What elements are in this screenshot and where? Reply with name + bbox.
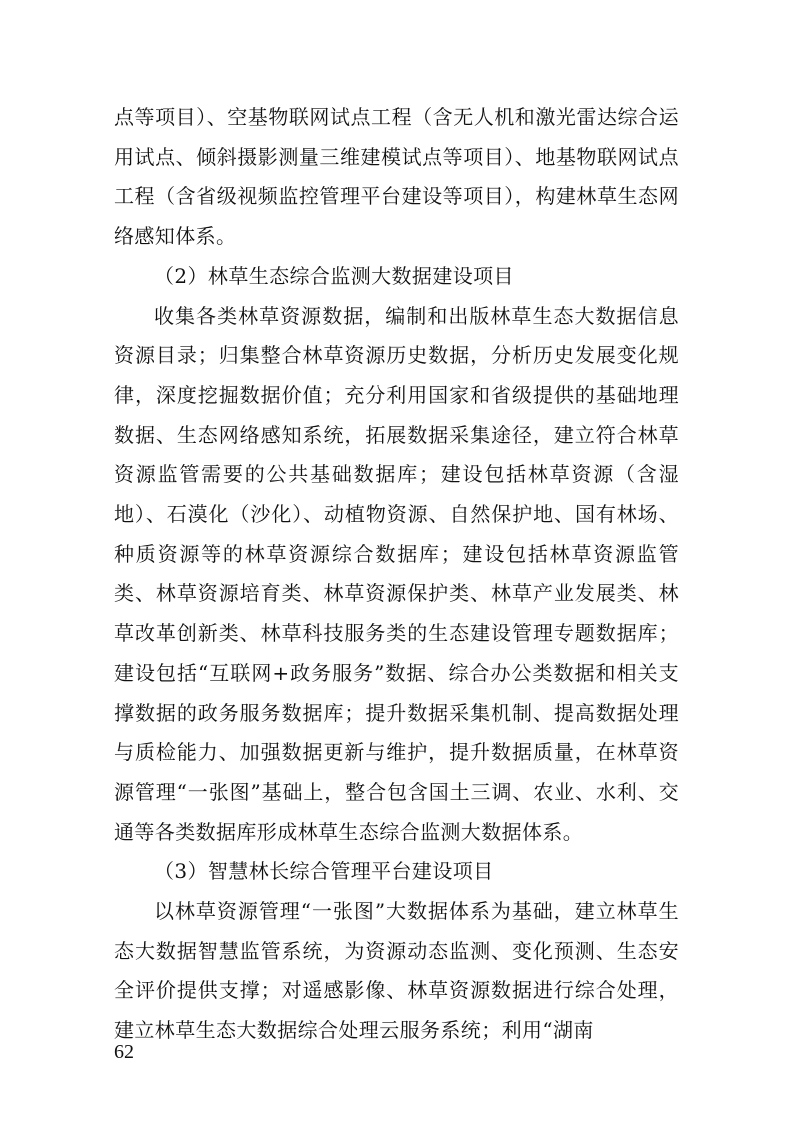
paragraph-big-data-project: 收集各类林草资源数据，编制和出版林草生态大数据信息资源目录；归集整合林草资源历史数据，分析历史发展变化规律，深度挖掘数据价值；充分利用国家和省级提供的基础地理数据、生态网络感知系统，拓展数据采集途径，建立符合林草资源监管需要的公共基础数据库；建设包括林草资源（含湿地）、石漠化（沙化）、动植物资源、自然保护地、国有林场、种质资源等的林草资源综合数据库；建设包括林草资源监管类、林草资源培育类、林草资源保护类、林草产业发展类、林草改革创新类、林草科技服务类的生态建设管理专题数据库；建设包括“互联网+政务服务”数据、综合办公类数据和相关支撑数据的政务服务数据库；提升数据采集机制、提高数据处理与质检能力、加强数据更新与维护，提升数据质量，在林草资源管理“一张图”基础上，整合包含国土三调、农业、水利、交通等各类数据库形成林草生态综合监测大数据体系。	[114, 303, 679, 844]
page-number: 62	[114, 1041, 134, 1063]
document-body	[114, 98, 679, 1051]
section-heading-2: （2）林草生态综合监测大数据建设项目	[154, 263, 514, 288]
section-heading-3: （3）智慧林长综合管理平台建设项目	[154, 859, 494, 884]
paragraph-continuation: 点等项目）、空基物联网试点工程（含无人机和激光雷达综合运用试点、倾斜摄影测量三维建模试点等项目）、地基物联网试点工程（含省级视频监控管理平台建设等项目），构建林草生态网络感知体系。	[114, 105, 679, 249]
paragraph-smart-forest-platform: 以林草资源管理“一张图”大数据体系为基础，建立林草生态大数据智慧监管系统，为资源动态监测、变化预测、生态安全评价提供支撑；对遥感影像、林草资源数据进行综合处理，建立林草生态大数据综合处理云服务系统；利用“湖南	[114, 899, 679, 1043]
